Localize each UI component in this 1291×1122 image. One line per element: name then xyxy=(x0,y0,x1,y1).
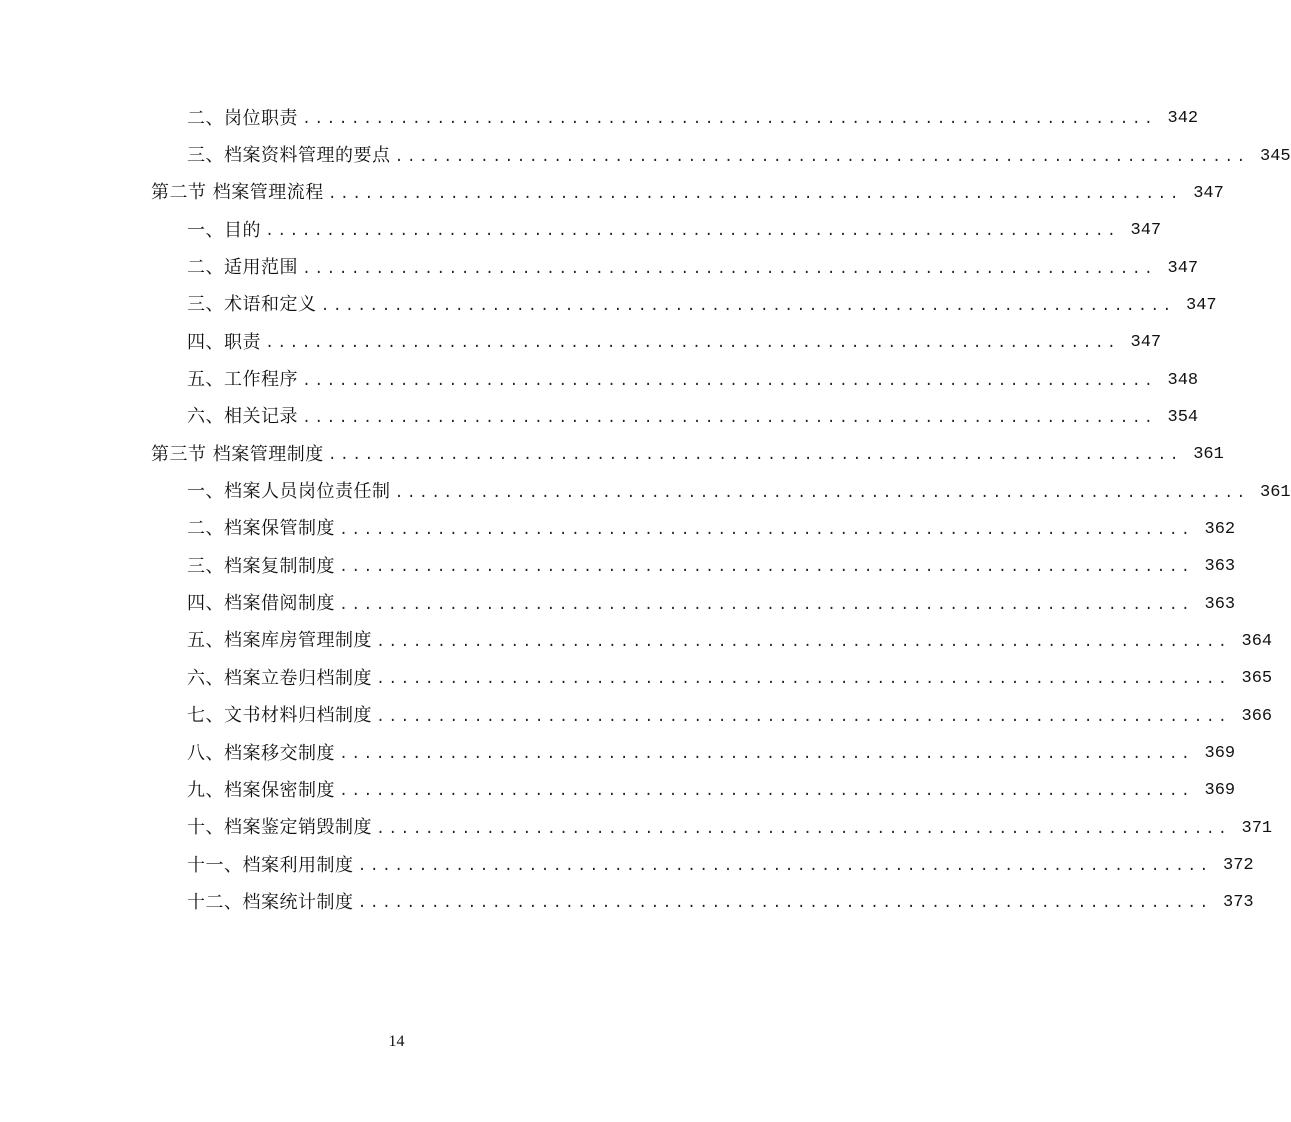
toc-entry[interactable] xyxy=(0,735,1236,772)
toc-leader-dots: ...................................................................... xyxy=(339,746,1194,764)
toc-entry-title: 四、档案借阅制度 xyxy=(187,593,335,615)
toc-entry-title: 一、档案人员岗位责任制 xyxy=(187,481,391,503)
toc-entry-page: 366 xyxy=(1241,706,1273,726)
toc-entry[interactable] xyxy=(0,511,1236,548)
toc-section-entry[interactable] xyxy=(0,436,1224,473)
toc-entry-title: 第三节 档案管理制度 xyxy=(151,443,324,465)
toc-leader-dots: ...................................................................... xyxy=(339,559,1194,577)
toc-entry[interactable] xyxy=(0,698,1273,735)
toc-leader-dots: ...................................................................... xyxy=(357,895,1212,913)
toc-entry-page: 361 xyxy=(1260,482,1291,502)
toc-leader-dots: ...................................................................... xyxy=(394,484,1249,502)
toc-entry-title: 八、档案移交制度 xyxy=(187,742,335,764)
toc-entry-page: 363 xyxy=(1204,557,1236,577)
toc-leader-dots: ...................................................................... xyxy=(339,596,1194,614)
toc-leader-dots: ...................................................................... xyxy=(302,409,1157,427)
toc-entry-title: 一、目的 xyxy=(187,219,261,241)
toc-entry-title: 四、职责 xyxy=(187,331,261,353)
toc-entry-page: 363 xyxy=(1204,594,1236,614)
toc-entry-title: 三、档案资料管理的要点 xyxy=(187,145,391,167)
toc-entry-page: 347 xyxy=(1186,295,1217,315)
toc-leader-dots: ...................................................................... xyxy=(265,223,1120,241)
toc-entry-title: 二、档案保管制度 xyxy=(187,518,335,540)
toc-entry[interactable] xyxy=(0,137,1291,174)
toc-entry-page: 347 xyxy=(1130,333,1162,353)
toc-entry-title: 三、术语和定义 xyxy=(187,294,317,316)
toc-entry[interactable] xyxy=(0,100,1199,137)
toc-entry[interactable] xyxy=(0,324,1162,361)
toc-entry-title: 六、档案立卷归档制度 xyxy=(187,667,372,689)
toc-entry-page: 354 xyxy=(1167,407,1199,427)
toc-leader-dots: ...................................................................... xyxy=(376,633,1231,651)
toc-entry-page: 347 xyxy=(1130,221,1162,241)
toc-entry[interactable] xyxy=(0,772,1236,809)
toc-entry-page: 348 xyxy=(1167,370,1199,390)
toc-leader-dots: ...................................................................... xyxy=(376,820,1231,838)
toc-entry[interactable] xyxy=(0,473,1291,510)
toc-entry[interactable] xyxy=(0,399,1199,436)
toc-entry-title: 十一、档案利用制度 xyxy=(187,854,354,876)
toc-leader-dots: ...................................................................... xyxy=(265,335,1120,353)
toc-section-entry[interactable] xyxy=(0,175,1224,212)
toc-entry-page: 372 xyxy=(1223,856,1254,876)
toc-leader-dots: ...................................................................... xyxy=(376,671,1231,689)
toc-leader-dots: ...................................................................... xyxy=(327,185,1182,203)
toc-leader-dots: ...................................................................... xyxy=(302,372,1157,390)
toc-leader-dots: ...................................................................... xyxy=(357,858,1212,876)
toc-entry-page: 369 xyxy=(1204,744,1236,764)
toc-entry-page: 365 xyxy=(1241,669,1273,689)
toc-entry[interactable] xyxy=(0,287,1217,324)
toc-leader-dots: ...................................................................... xyxy=(320,297,1175,315)
toc-entry-title: 七、文书材料归档制度 xyxy=(187,705,372,727)
toc-entry-page: 369 xyxy=(1204,781,1236,801)
toc-leader-dots: ...................................................................... xyxy=(339,783,1194,801)
toc-entry-title: 第二节 档案管理流程 xyxy=(151,182,324,204)
toc-leader-dots: ...................................................................... xyxy=(302,260,1157,278)
toc-entry[interactable] xyxy=(0,548,1236,585)
toc-entry-title: 三、档案复制制度 xyxy=(187,555,335,577)
toc-entry[interactable] xyxy=(0,810,1273,847)
toc-entry-page: 362 xyxy=(1204,519,1236,539)
toc-entry-page: 371 xyxy=(1241,818,1273,838)
toc-leader-dots: ...................................................................... xyxy=(327,447,1182,465)
toc-leader-dots: ...................................................................... xyxy=(394,148,1249,166)
toc-entry[interactable] xyxy=(0,660,1273,697)
toc-entry-title: 九、档案保密制度 xyxy=(187,779,335,801)
toc-entry-title: 十、档案鉴定销毁制度 xyxy=(187,817,372,839)
toc-entry-page: 347 xyxy=(1167,258,1199,278)
toc-entry-page: 342 xyxy=(1167,109,1199,129)
toc-leader-dots: ...................................................................... xyxy=(376,708,1231,726)
toc-entry-page: 347 xyxy=(1193,183,1224,203)
toc-entry[interactable] xyxy=(0,361,1199,398)
toc-entry[interactable] xyxy=(0,249,1199,286)
toc-entry-title: 五、档案库房管理制度 xyxy=(187,630,372,652)
toc-entry-title: 六、相关记录 xyxy=(187,406,298,428)
toc-entry-title: 二、岗位职责 xyxy=(187,107,298,129)
toc-entry[interactable] xyxy=(0,212,1162,249)
toc-entry-page: 345 xyxy=(1260,146,1291,166)
table-of-contents xyxy=(0,100,1291,922)
toc-leader-dots: ...................................................................... xyxy=(302,111,1157,129)
toc-leader-dots: ...................................................................... xyxy=(339,521,1194,539)
toc-entry-title: 二、适用范围 xyxy=(187,257,298,279)
toc-entry-page: 361 xyxy=(1193,445,1224,465)
page-number: 14 xyxy=(388,1033,405,1050)
toc-entry[interactable] xyxy=(0,884,1254,921)
toc-entry-title: 五、工作程序 xyxy=(187,369,298,391)
toc-entry[interactable] xyxy=(0,847,1254,884)
toc-entry-page: 364 xyxy=(1241,631,1273,651)
toc-entry[interactable] xyxy=(0,623,1273,660)
toc-entry-page: 373 xyxy=(1223,893,1254,913)
toc-entry-title: 十二、档案统计制度 xyxy=(187,891,354,913)
toc-entry[interactable] xyxy=(0,585,1236,622)
